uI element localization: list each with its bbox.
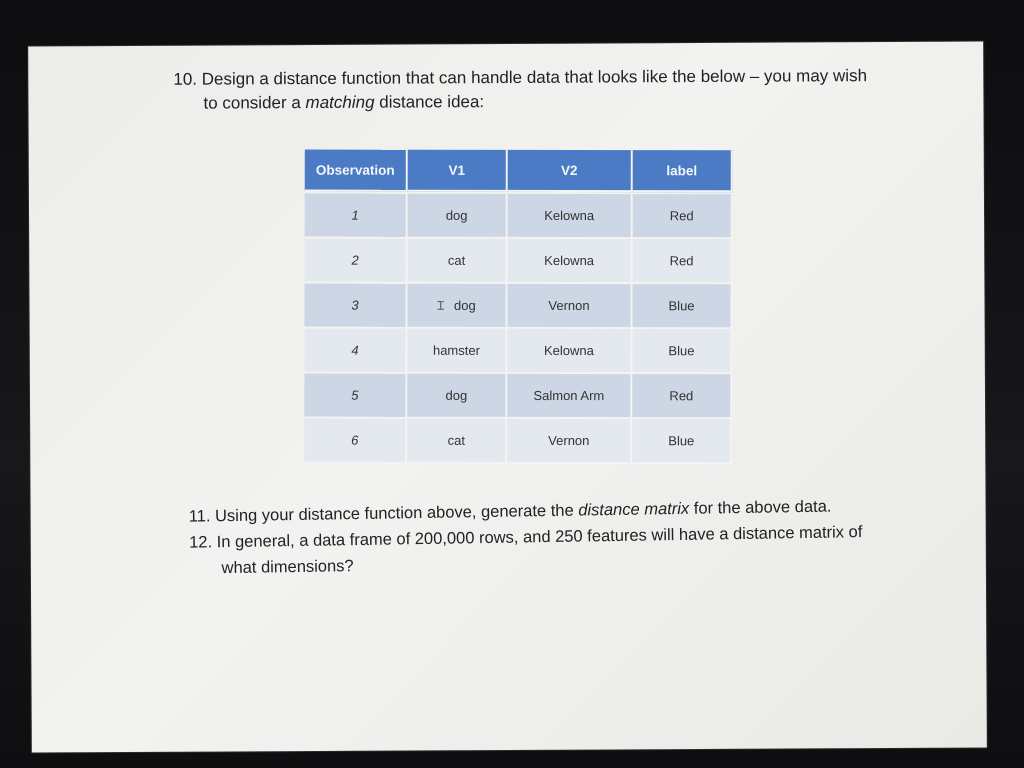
- question-12-line2: what dimensions?: [221, 557, 354, 578]
- cell-v2: Kelowna: [508, 194, 633, 239]
- question-10-line2-pre: to consider a: [203, 93, 306, 113]
- question-10-emphasis: matching: [305, 92, 375, 113]
- cell-label: Red: [632, 374, 732, 419]
- cell-label: Red: [633, 239, 733, 284]
- cell-observation: 3: [304, 284, 407, 329]
- question-11-emphasis: distance matrix: [578, 499, 690, 520]
- cell-observation: 5: [304, 374, 407, 419]
- cell-v2: Vernon: [507, 419, 632, 464]
- cell-label: Blue: [632, 284, 732, 329]
- question-10-number: 10.: [173, 69, 198, 89]
- header-label: label: [633, 150, 733, 192]
- header-observation: Observation: [305, 150, 408, 192]
- table-row: [304, 329, 734, 375]
- cell-label: Blue: [632, 419, 732, 464]
- cell-v2: Kelowna: [508, 239, 633, 284]
- table-row: [304, 374, 734, 420]
- cell-v1: cat: [408, 239, 508, 284]
- question-10: [173, 64, 893, 116]
- table-row: [304, 419, 734, 465]
- question-10-line2-post: distance idea:: [374, 92, 485, 112]
- cell-label: Red: [633, 194, 733, 239]
- questions-11-12: [189, 492, 910, 581]
- cell-v1: [407, 284, 507, 329]
- question-11-post: for the above data.: [689, 497, 832, 518]
- cell-v2: Kelowna: [507, 329, 632, 374]
- cell-observation: 1: [305, 194, 408, 239]
- cell-v1: dog: [408, 194, 508, 239]
- header-v2: V2: [508, 150, 633, 192]
- cell-observation: 6: [304, 419, 407, 464]
- cell-v2: Vernon: [507, 284, 632, 329]
- table-row: [304, 284, 734, 330]
- cell-v1-text: dog: [454, 297, 476, 313]
- question-10-line1: Design a distance function that can handle data that looks like the below – you may wish: [201, 66, 868, 89]
- data-table: [304, 150, 735, 465]
- table-row: [305, 239, 735, 285]
- question-10-line2: [173, 88, 893, 116]
- cell-observation: 2: [305, 239, 408, 284]
- table-header-row: [305, 150, 735, 193]
- cell-v1: hamster: [407, 329, 507, 374]
- header-v1: V1: [408, 150, 508, 192]
- question-11-number: 11.: [188, 507, 211, 526]
- cell-v1: dog: [407, 374, 507, 419]
- table-row: [305, 194, 735, 240]
- question-12-text: In general, a data frame of 200,000 rows, and 250 features will have a distance matrix of: [216, 523, 863, 552]
- cell-label: Blue: [632, 329, 732, 374]
- cell-v1: cat: [407, 419, 507, 464]
- question-12-number: 12.: [189, 533, 213, 552]
- monitor-screen: [28, 42, 987, 753]
- text-cursor-icon: Ɪ: [437, 298, 445, 313]
- cell-observation: 4: [304, 329, 407, 374]
- question-11-pre: Using your distance function above, generate the: [214, 501, 579, 526]
- cell-v2: Salmon Arm: [507, 374, 632, 419]
